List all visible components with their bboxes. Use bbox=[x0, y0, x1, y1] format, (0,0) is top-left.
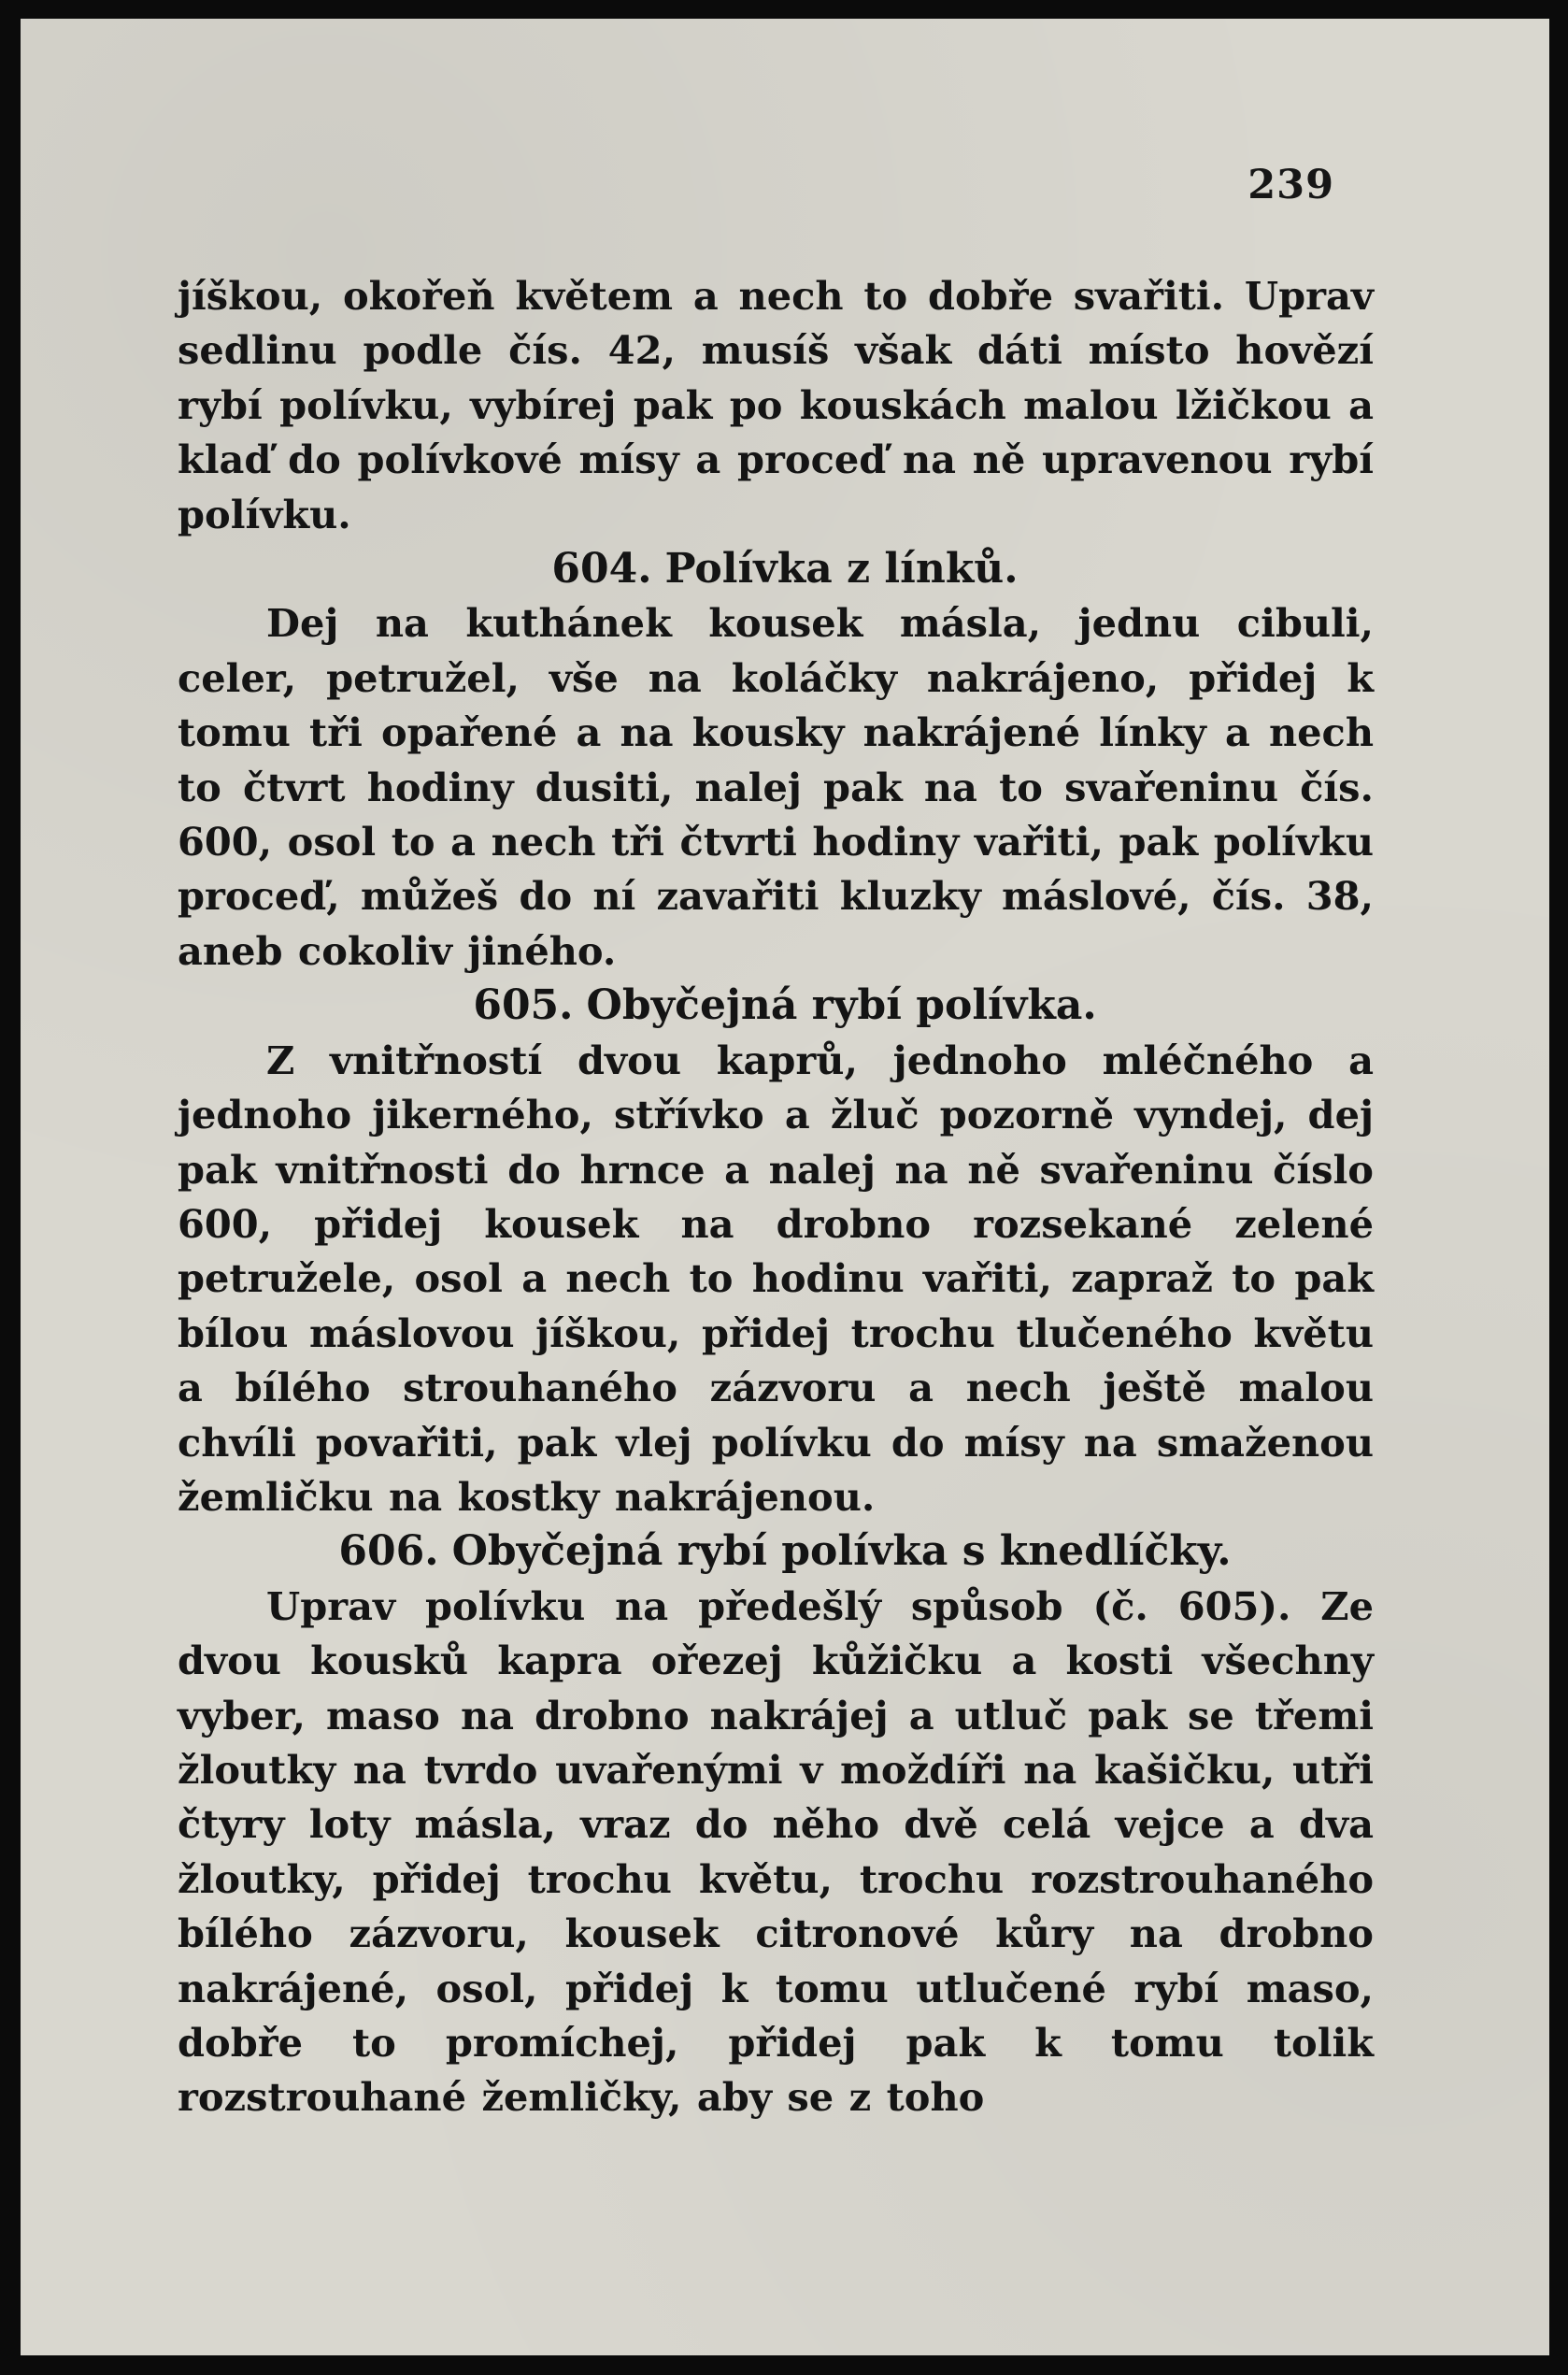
page-text bbox=[178, 269, 1374, 2125]
recipe-title: Obyčejná rybí polívka s knedlíčky. bbox=[451, 1527, 1232, 1576]
recipe-heading-605 bbox=[178, 979, 1374, 1033]
recipe-number: 606. bbox=[338, 1527, 439, 1576]
paragraph-605: Z vnitřností dvou kaprů, jednoho mléčného a jednoho jikerného, střívko a žluč pozorně vyndej, dej pak vnitřnosti do hrnce a nalej na ně svařeninu číslo 600, přidej kousek na drobno rozsekané zelené petružele, osol a nech to hodinu vařiti, zapraž to pak bílou máslovou jíškou, přidej trochu tlučeného květu a bílého strouhaného zázvoru a nech ještě malou chvíli povařiti, pak vlej polívku do mísy na smaženou žemličku na kostky nakrájenou. bbox=[178, 1037, 1374, 1520]
book-page bbox=[21, 19, 1549, 2355]
recipe-title: Polívka z línků. bbox=[664, 545, 1019, 594]
recipe-title: Obyčejná rybí polívka. bbox=[586, 981, 1097, 1030]
recipe-heading-604 bbox=[178, 542, 1374, 596]
paragraph-606: Uprav polívku na předešlý spůsob (č. 605). Ze dvou kousků kapra ořezej kůžičku a kosti všechny vyber, maso na drobno nakrájej a utluč pak se třemi žloutky na tvrdo uvařenými v moždíři na kašičku, utři čtyry loty másla, vraz do něho dvě celá vejce a dva žloutky, přidej trochu květu, trochu rozstrouhaného bílého zázvoru, kousek citronové kůry na drobno nakrájené, osol, přidej k tomu utlučené rybí maso, dobře to promíchej, přidej pak k tomu tolik rozstrouhané žemličky, aby se z toho bbox=[178, 1582, 1374, 2121]
recipe-number: 605. bbox=[473, 981, 574, 1030]
recipe-number: 604. bbox=[551, 545, 652, 594]
page-number: 239 bbox=[1247, 162, 1334, 208]
paragraph-intro: jíškou, okořeň květem a nech to dobře svařiti. Uprav sedlinu podle čís. 42, musíš však dáti místo hovězí rybí polívku, vybírej pak po kouskách malou lžičkou a klaď do polívkové mísy a proceď na ně upravenou rybí polívku. bbox=[178, 273, 1374, 537]
recipe-heading-606 bbox=[178, 1524, 1374, 1579]
paragraph-604: Dej na kuthánek kousek másla, jednu cibuli, celer, petružel, vše na koláčky nakrájeno, přidej k tomu tři opařené a na kousky nakrájené línky a nech to čtvrt hodiny dusiti, nalej pak na to svařeninu čís. 600, osol to a nech tři čtvrti hodiny vařiti, pak polívku proceď, můžeš do ní zavařiti kluzky máslové, čís. 38, aneb cokoliv jiného. bbox=[178, 600, 1374, 974]
